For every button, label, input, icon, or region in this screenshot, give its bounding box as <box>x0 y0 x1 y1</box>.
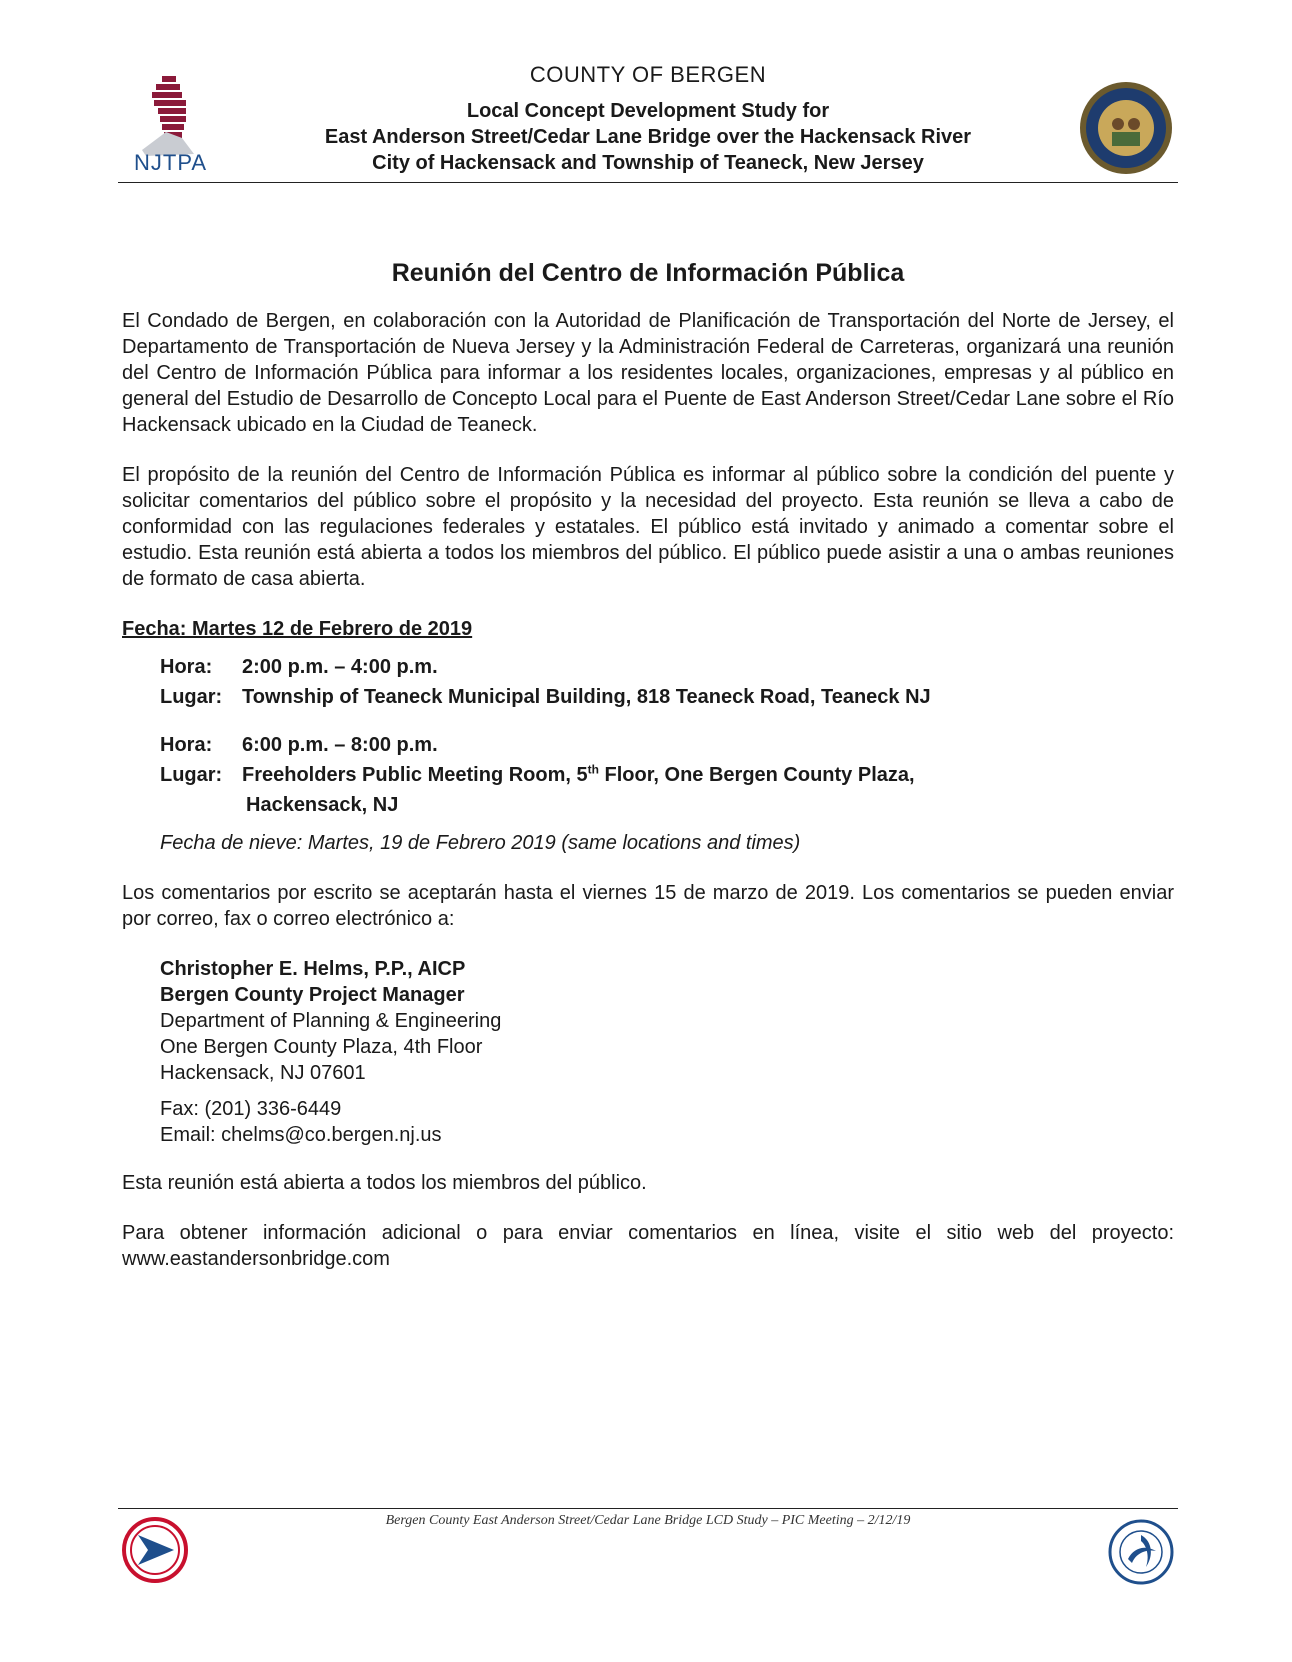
study-title <box>228 98 1068 176</box>
contact-department: Department of Planning & Engineering <box>160 1010 502 1032</box>
hora-label: Hora: <box>160 656 213 678</box>
contact-address-line: One Bergen County Plaza, 4th Floor <box>160 1036 483 1058</box>
hora-value: 2:00 p.m. – 4:00 p.m. <box>242 656 438 678</box>
lugar-label: Lugar: <box>160 686 223 708</box>
lugar-label: Lugar: <box>160 764 223 786</box>
session-time <box>160 730 1174 760</box>
study-line: Local Concept Development Study for <box>466 100 830 122</box>
intro-paragraph: El Condado de Bergen, en colaboración con la Autoridad de Planificación de Transportación del Norte de Jersey, el Departamento de Transportación de Nueva Jersey y la Administración Federal de Carreteras, organizará una reunión del Centro de Información Pública para informar a los residentes locales, organizaciones, empresas y al público en general del Estudio de Desarrollo de Concepto Local para el Puente de East Anderson Street/Cedar Lane sobre el Río Hackensack ubicado en la Ciudad de Teaneck. <box>122 310 1174 436</box>
session-location <box>160 760 1174 820</box>
snow-date: Fecha de nieve: Martes, 19 de Febrero 2019 (same locations and times) <box>160 832 801 854</box>
main-content <box>122 260 1174 1296</box>
open-note: Esta reunión está abierta a todos los miembros del público. <box>122 1172 647 1194</box>
lugar-value: Township of Teaneck Municipal Building, 818 Teaneck Road, Teaneck NJ <box>242 686 931 708</box>
contact-fax: Fax: (201) 336-6449 <box>160 1098 342 1120</box>
page-title: Reunión del Centro de Información Pública <box>391 259 905 287</box>
header-text <box>228 58 1068 176</box>
hora-label: Hora: <box>160 734 213 756</box>
meeting-schedule <box>160 652 1174 856</box>
contact-block <box>160 956 1174 1148</box>
county-name: COUNTY OF BERGEN <box>529 62 767 87</box>
comments-paragraph: Los comentarios por escrito se aceptarán hasta el viernes 15 de marzo de 2019. Los comentarios se pueden enviar por correo, fax o correo electrónico a: <box>122 882 1174 930</box>
usdot-seal-icon <box>1108 1519 1174 1585</box>
purpose-paragraph: El propósito de la reunión del Centro de Información Pública es informar al público sobre la condición del puente y solicitar comentarios del público sobre el propósito y la necesidad del proyecto. Esta reunión se lleva a cabo de conformidad con las regulaciones federales y estatales. El público está invitado y animado a comentar sobre el estudio. Esta reunión está abierta a todos los miembros del público. El público puede asistir a una o ambas reuniones de formato de casa abierta. <box>122 464 1174 590</box>
study-line: City of Hackensack and Township of Teaneck, New Jersey <box>372 152 924 174</box>
session-time <box>160 652 1174 682</box>
study-line: East Anderson Street/Cedar Lane Bridge over the Hackensack River <box>324 126 972 148</box>
hora-value: 6:00 p.m. – 8:00 p.m. <box>242 734 438 756</box>
bergen-county-seal-icon <box>1078 80 1174 176</box>
contact-role: Bergen County Project Manager <box>160 984 465 1006</box>
contact-address-line: Hackensack, NJ 07601 <box>160 1062 366 1084</box>
contact-email: Email: chelms@co.bergen.nj.us <box>160 1124 442 1146</box>
meeting-date-heading: Fecha: Martes 12 de Febrero de 2019 <box>122 618 473 640</box>
lugar-value: Freeholders Public Meeting Room, 5th Floor, One Bergen County Plaza, Hackensack, NJ <box>242 762 915 816</box>
letterhead <box>118 58 1178 183</box>
website-paragraph: Para obtener información adicional o para enviar comentarios en línea, visite el sitio web del proyecto: www.eastandersonbridge.com <box>122 1222 1174 1270</box>
contact-name: Christopher E. Helms, P.P., AICP <box>160 958 466 980</box>
footer-text: Bergen County East Anderson Street/Cedar Lane Bridge LCD Study – PIC Meeting – 2/12/19 <box>385 1513 911 1528</box>
session-location <box>160 682 1174 712</box>
page-footer <box>118 1508 1178 1528</box>
njtpa-logo-text: NJTPA <box>134 150 208 175</box>
